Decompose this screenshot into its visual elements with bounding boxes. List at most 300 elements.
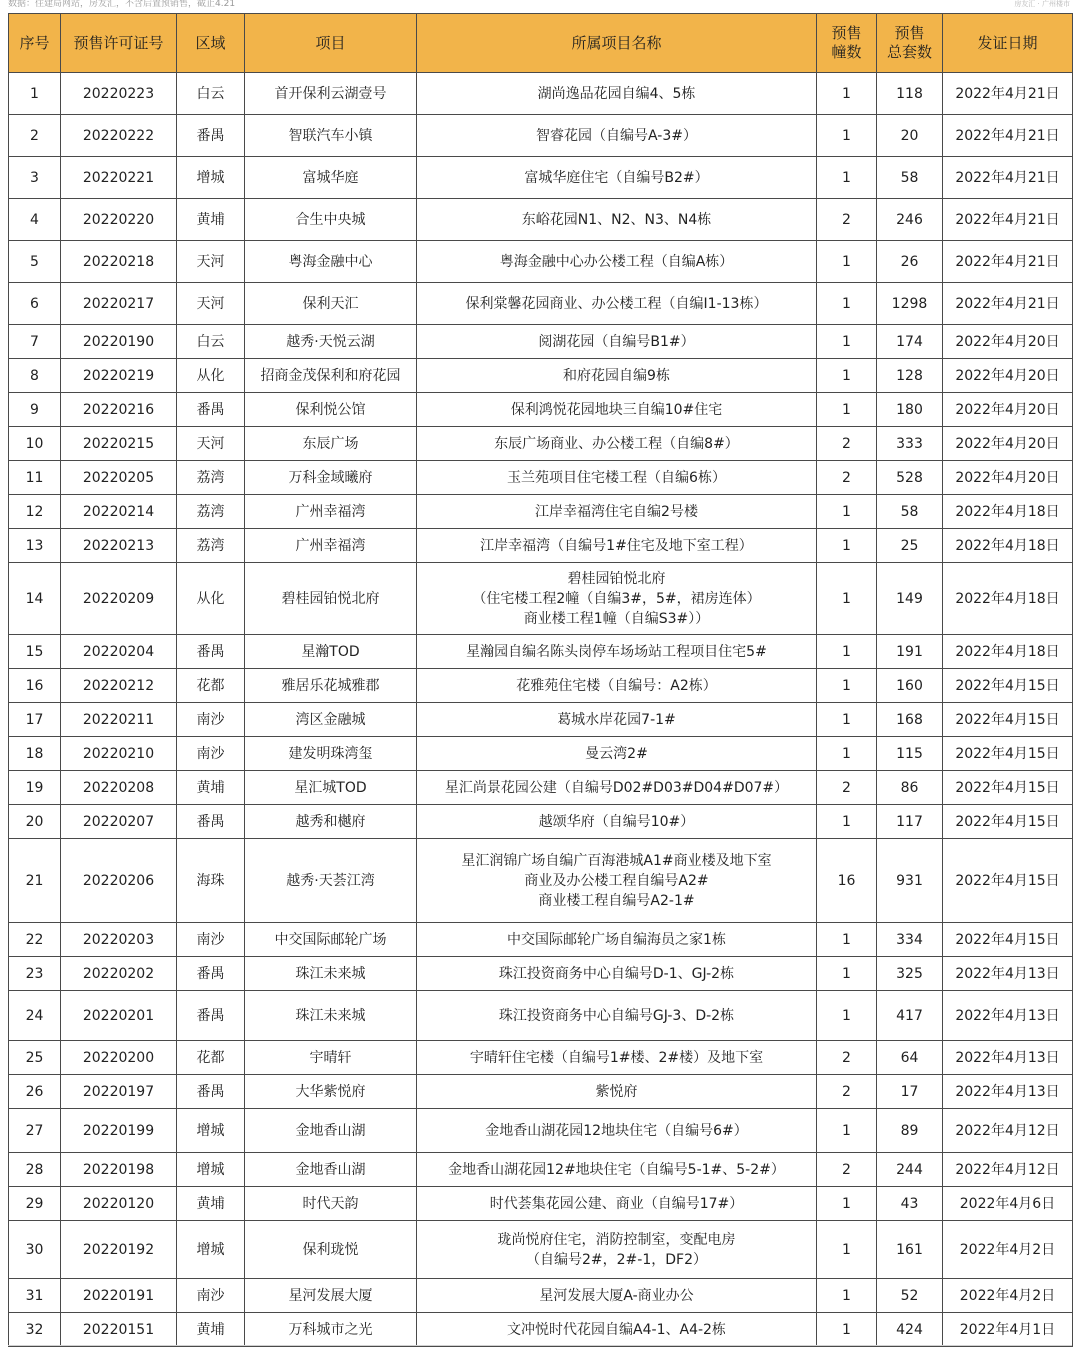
cell-permit-number: 20220205 <box>61 461 177 495</box>
cell-project-full-name: 星瀚园自编名陈头岗停车场场站工程项目住宅5# <box>417 635 817 669</box>
cell-presale-buildings: 1 <box>817 73 877 115</box>
cell-district: 花都 <box>177 669 245 703</box>
cell-row-number: 27 <box>9 1109 61 1153</box>
cell-permit-number: 20220221 <box>61 157 177 199</box>
cell-project-full-name: 越颂华府（自编号10#） <box>417 805 817 839</box>
cell-issue-date: 2022年4月15日 <box>943 703 1073 737</box>
cell-district: 黄埔 <box>177 199 245 241</box>
table-body <box>9 73 1073 1347</box>
cell-presale-buildings: 1 <box>817 325 877 359</box>
cell-project: 湾区金融城 <box>245 703 417 737</box>
cell-permit-number: 20220203 <box>61 923 177 957</box>
cell-project-full-name: 时代荟集花园公建、商业（自编号17#） <box>417 1187 817 1221</box>
cell-permit-number: 20220200 <box>61 1041 177 1075</box>
cell-presale-buildings: 1 <box>817 1279 877 1313</box>
cell-presale-buildings: 1 <box>817 1187 877 1221</box>
table-row <box>9 1221 1073 1279</box>
cell-presale-buildings: 1 <box>817 923 877 957</box>
presale-permit-table <box>8 13 1073 1347</box>
cell-district: 从化 <box>177 359 245 393</box>
cell-issue-date: 2022年4月13日 <box>943 957 1073 991</box>
table-row <box>9 957 1073 991</box>
cell-permit-number: 20220220 <box>61 199 177 241</box>
cell-project-full-name: 星河发展大厦A-商业办公 <box>417 1279 817 1313</box>
cell-project: 广州幸福湾 <box>245 495 417 529</box>
cell-project: 保利悦公馆 <box>245 393 417 427</box>
cell-project-full-name: 宇晴轩住宅楼（自编号1#楼、2#楼）及地下室 <box>417 1041 817 1075</box>
cell-district: 南沙 <box>177 923 245 957</box>
cell-row-number: 28 <box>9 1153 61 1187</box>
cell-presale-buildings: 1 <box>817 1313 877 1347</box>
cell-project-full-name: 碧桂园铂悦北府 （住宅楼工程2幢（自编3#，5#，裙房连体） 商业楼工程1幢（自编S3#）） <box>417 563 817 635</box>
cell-project-full-name: 玉兰苑项目住宅楼工程（自编6栋） <box>417 461 817 495</box>
cell-row-number: 11 <box>9 461 61 495</box>
cell-project: 时代天韵 <box>245 1187 417 1221</box>
cell-presale-buildings: 1 <box>817 495 877 529</box>
cell-presale-buildings: 1 <box>817 703 877 737</box>
cell-project: 越秀·天悦云湖 <box>245 325 417 359</box>
cell-issue-date: 2022年4月2日 <box>943 1279 1073 1313</box>
cell-presale-buildings: 1 <box>817 115 877 157</box>
table-row <box>9 991 1073 1041</box>
cell-project: 宇晴轩 <box>245 1041 417 1075</box>
cell-presale-units: 118 <box>877 73 943 115</box>
cell-presale-buildings: 1 <box>817 737 877 771</box>
cell-project: 东辰广场 <box>245 427 417 461</box>
cell-district: 海珠 <box>177 839 245 923</box>
cell-district: 白云 <box>177 325 245 359</box>
cell-issue-date: 2022年4月13日 <box>943 1041 1073 1075</box>
table-row <box>9 529 1073 563</box>
cell-district: 黄埔 <box>177 1187 245 1221</box>
cell-district: 番禺 <box>177 805 245 839</box>
cell-project-full-name: 珑尚悦府住宅，消防控制室，变配电房 （自编号2#，2#-1，DF2） <box>417 1221 817 1279</box>
cell-presale-buildings: 1 <box>817 1109 877 1153</box>
cell-permit-number: 20220217 <box>61 283 177 325</box>
cell-row-number: 18 <box>9 737 61 771</box>
cell-row-number: 23 <box>9 957 61 991</box>
cell-presale-units: 52 <box>877 1279 943 1313</box>
cell-district: 增城 <box>177 1153 245 1187</box>
cell-project-full-name: 湖尚逸品花园自编4、5栋 <box>417 73 817 115</box>
cell-presale-buildings: 2 <box>817 771 877 805</box>
cell-permit-number: 20220206 <box>61 839 177 923</box>
table-row <box>9 461 1073 495</box>
cell-project: 粤海金融中心 <box>245 241 417 283</box>
cell-permit-number: 20220204 <box>61 635 177 669</box>
cell-presale-units: 333 <box>877 427 943 461</box>
cell-presale-units: 115 <box>877 737 943 771</box>
cell-permit-number: 20220198 <box>61 1153 177 1187</box>
cell-district: 花都 <box>177 1041 245 1075</box>
cell-project: 珠江未来城 <box>245 991 417 1041</box>
cell-presale-units: 334 <box>877 923 943 957</box>
cell-district: 番禺 <box>177 115 245 157</box>
cell-row-number: 29 <box>9 1187 61 1221</box>
cell-issue-date: 2022年4月15日 <box>943 771 1073 805</box>
cell-project: 广州幸福湾 <box>245 529 417 563</box>
cell-district: 白云 <box>177 73 245 115</box>
cell-presale-buildings: 1 <box>817 157 877 199</box>
cell-project-full-name: 阅湖花园（自编号B1#） <box>417 325 817 359</box>
cell-row-number: 1 <box>9 73 61 115</box>
col-header-project-full-name: 所属项目名称 <box>417 14 817 73</box>
table-row <box>9 495 1073 529</box>
cell-project-full-name: 和府花园自编9栋 <box>417 359 817 393</box>
cell-issue-date: 2022年4月18日 <box>943 495 1073 529</box>
cell-row-number: 21 <box>9 839 61 923</box>
cell-permit-number: 20220209 <box>61 563 177 635</box>
cell-row-number: 16 <box>9 669 61 703</box>
cell-presale-units: 86 <box>877 771 943 805</box>
table-row <box>9 241 1073 283</box>
cell-district: 番禺 <box>177 957 245 991</box>
table-row <box>9 703 1073 737</box>
cell-project: 首开保利云湖壹号 <box>245 73 417 115</box>
cell-district: 从化 <box>177 563 245 635</box>
cell-permit-number: 20220219 <box>61 359 177 393</box>
table-row <box>9 283 1073 325</box>
cell-presale-units: 180 <box>877 393 943 427</box>
cell-issue-date: 2022年4月21日 <box>943 73 1073 115</box>
cell-project: 保利天汇 <box>245 283 417 325</box>
table-row <box>9 1109 1073 1153</box>
cell-project: 保利珑悦 <box>245 1221 417 1279</box>
cell-project-full-name: 智睿花园（自编号A-3#） <box>417 115 817 157</box>
cell-issue-date: 2022年4月13日 <box>943 1075 1073 1109</box>
cell-presale-buildings: 2 <box>817 1041 877 1075</box>
cell-project: 星汇城TOD <box>245 771 417 805</box>
cell-project: 越秀·天荟江湾 <box>245 839 417 923</box>
cell-issue-date: 2022年4月21日 <box>943 115 1073 157</box>
cell-presale-units: 149 <box>877 563 943 635</box>
cell-presale-units: 43 <box>877 1187 943 1221</box>
cell-issue-date: 2022年4月6日 <box>943 1187 1073 1221</box>
cell-permit-number: 20220213 <box>61 529 177 563</box>
cell-presale-units: 20 <box>877 115 943 157</box>
table-row <box>9 669 1073 703</box>
source-note: 数据：住建局网站，房友汇，不含后置预销售，截止4.21 <box>8 0 236 9</box>
table-row <box>9 771 1073 805</box>
cell-row-number: 24 <box>9 991 61 1041</box>
cell-presale-units: 424 <box>877 1313 943 1347</box>
cell-presale-units: 128 <box>877 359 943 393</box>
cell-row-number: 8 <box>9 359 61 393</box>
table-row <box>9 1153 1073 1187</box>
cell-project: 智联汽车小镇 <box>245 115 417 157</box>
col-header-permit-number: 预售许可证号 <box>61 14 177 73</box>
cell-row-number: 26 <box>9 1075 61 1109</box>
cell-row-number: 7 <box>9 325 61 359</box>
cell-row-number: 5 <box>9 241 61 283</box>
col-header-issue-date: 发证日期 <box>943 14 1073 73</box>
cell-project: 大华紫悦府 <box>245 1075 417 1109</box>
cell-project-full-name: 曼云湾2# <box>417 737 817 771</box>
table-row <box>9 157 1073 199</box>
cell-project-full-name: 江岸幸福湾住宅自编2号楼 <box>417 495 817 529</box>
cell-project: 越秀和樾府 <box>245 805 417 839</box>
cell-presale-buildings: 1 <box>817 635 877 669</box>
table-row <box>9 923 1073 957</box>
cell-permit-number: 20220191 <box>61 1279 177 1313</box>
cell-issue-date: 2022年4月15日 <box>943 923 1073 957</box>
cell-district: 荔湾 <box>177 495 245 529</box>
cell-district: 南沙 <box>177 737 245 771</box>
table-row <box>9 325 1073 359</box>
cell-permit-number: 20220223 <box>61 73 177 115</box>
cell-project-full-name: 星汇尚景花园公建（自编号D02#D03#D04#D07#） <box>417 771 817 805</box>
col-header-district: 区域 <box>177 14 245 73</box>
table-row <box>9 1075 1073 1109</box>
cell-row-number: 9 <box>9 393 61 427</box>
cell-district: 天河 <box>177 427 245 461</box>
table-row <box>9 73 1073 115</box>
table-header-row <box>9 14 1073 73</box>
cell-issue-date: 2022年4月15日 <box>943 805 1073 839</box>
cell-presale-buildings: 2 <box>817 199 877 241</box>
cell-permit-number: 20220190 <box>61 325 177 359</box>
cell-presale-units: 325 <box>877 957 943 991</box>
cell-presale-units: 174 <box>877 325 943 359</box>
cell-row-number: 6 <box>9 283 61 325</box>
cell-issue-date: 2022年4月13日 <box>943 991 1073 1041</box>
cell-issue-date: 2022年4月21日 <box>943 199 1073 241</box>
cell-project-full-name: 金地香山湖花园12地块住宅（自编号6#） <box>417 1109 817 1153</box>
cell-presale-buildings: 1 <box>817 805 877 839</box>
cell-presale-units: 17 <box>877 1075 943 1109</box>
watermark-note: 房友汇 · 广州楼市 <box>1014 0 1070 8</box>
cell-project: 建发明珠湾玺 <box>245 737 417 771</box>
cell-issue-date: 2022年4月20日 <box>943 427 1073 461</box>
table-row <box>9 427 1073 461</box>
cell-district: 番禺 <box>177 991 245 1041</box>
cell-project: 珠江未来城 <box>245 957 417 991</box>
cell-presale-units: 25 <box>877 529 943 563</box>
cell-issue-date: 2022年4月18日 <box>943 635 1073 669</box>
cell-presale-units: 26 <box>877 241 943 283</box>
cell-presale-buildings: 2 <box>817 461 877 495</box>
cell-presale-buildings: 1 <box>817 563 877 635</box>
table-row <box>9 737 1073 771</box>
cell-project: 星河发展大厦 <box>245 1279 417 1313</box>
cell-permit-number: 20220201 <box>61 991 177 1041</box>
cell-project-full-name: 葛城水岸花园7-1# <box>417 703 817 737</box>
table-row <box>9 839 1073 923</box>
cell-issue-date: 2022年4月12日 <box>943 1109 1073 1153</box>
cell-project-full-name: 星汇润锦广场自编广百海港城A1#商业楼及地下室 商业及办公楼工程自编号A2# 商业楼工程自编号A2-1# <box>417 839 817 923</box>
col-header-presale-buildings: 预售 幢数 <box>817 14 877 73</box>
cell-district: 番禺 <box>177 1075 245 1109</box>
cell-permit-number: 20220216 <box>61 393 177 427</box>
bottom-rule <box>8 1345 1072 1346</box>
cell-issue-date: 2022年4月20日 <box>943 393 1073 427</box>
cell-row-number: 20 <box>9 805 61 839</box>
cell-project-full-name: 文冲悦时代花园自编A4-1、A4-2栋 <box>417 1313 817 1347</box>
cell-presale-buildings: 1 <box>817 529 877 563</box>
cell-project: 合生中央城 <box>245 199 417 241</box>
cell-project-full-name: 金地香山湖花园12#地块住宅（自编号5-1#、5-2#） <box>417 1153 817 1187</box>
cell-presale-buildings: 1 <box>817 359 877 393</box>
table-row <box>9 1313 1073 1347</box>
cell-permit-number: 20220212 <box>61 669 177 703</box>
cell-permit-number: 20220208 <box>61 771 177 805</box>
cell-presale-units: 64 <box>877 1041 943 1075</box>
cell-permit-number: 20220211 <box>61 703 177 737</box>
cell-permit-number: 20220151 <box>61 1313 177 1347</box>
cell-district: 番禺 <box>177 393 245 427</box>
cell-project-full-name: 富城华庭住宅（自编号B2#） <box>417 157 817 199</box>
cell-row-number: 10 <box>9 427 61 461</box>
table-row <box>9 563 1073 635</box>
cell-presale-units: 117 <box>877 805 943 839</box>
cell-issue-date: 2022年4月15日 <box>943 669 1073 703</box>
cell-issue-date: 2022年4月15日 <box>943 839 1073 923</box>
cell-permit-number: 20220214 <box>61 495 177 529</box>
col-header-project: 项目 <box>245 14 417 73</box>
cell-project-full-name: 紫悦府 <box>417 1075 817 1109</box>
cell-issue-date: 2022年4月18日 <box>943 563 1073 635</box>
cell-permit-number: 20220192 <box>61 1221 177 1279</box>
cell-project-full-name: 粤海金融中心办公楼工程（自编A栋） <box>417 241 817 283</box>
cell-presale-units: 246 <box>877 199 943 241</box>
table-row <box>9 635 1073 669</box>
cell-issue-date: 2022年4月18日 <box>943 529 1073 563</box>
cell-presale-buildings: 1 <box>817 669 877 703</box>
cell-issue-date: 2022年4月20日 <box>943 325 1073 359</box>
cell-row-number: 22 <box>9 923 61 957</box>
cell-project: 碧桂园铂悦北府 <box>245 563 417 635</box>
cell-district: 荔湾 <box>177 461 245 495</box>
cell-permit-number: 20220222 <box>61 115 177 157</box>
cell-project: 雅居乐花城雅郡 <box>245 669 417 703</box>
cell-presale-buildings: 1 <box>817 991 877 1041</box>
cell-presale-units: 931 <box>877 839 943 923</box>
cell-presale-units: 89 <box>877 1109 943 1153</box>
cell-issue-date: 2022年4月20日 <box>943 461 1073 495</box>
cell-row-number: 32 <box>9 1313 61 1347</box>
table-row <box>9 115 1073 157</box>
table-row <box>9 1187 1073 1221</box>
cell-issue-date: 2022年4月12日 <box>943 1153 1073 1187</box>
cell-presale-units: 1298 <box>877 283 943 325</box>
cell-district: 荔湾 <box>177 529 245 563</box>
cell-district: 天河 <box>177 241 245 283</box>
cell-presale-buildings: 16 <box>817 839 877 923</box>
cell-district: 增城 <box>177 157 245 199</box>
cell-project-full-name: 江岸幸福湾（自编号1#住宅及地下室工程） <box>417 529 817 563</box>
cell-project: 富城华庭 <box>245 157 417 199</box>
cell-project-full-name: 中交国际邮轮广场自编海员之家1栋 <box>417 923 817 957</box>
cell-row-number: 2 <box>9 115 61 157</box>
cell-project-full-name: 珠江投资商务中心自编号D-1、GJ-2栋 <box>417 957 817 991</box>
cell-presale-units: 58 <box>877 157 943 199</box>
cell-presale-units: 58 <box>877 495 943 529</box>
cell-presale-buildings: 2 <box>817 427 877 461</box>
cell-permit-number: 20220199 <box>61 1109 177 1153</box>
cell-project-full-name: 花雅苑住宅楼（自编号：A2栋） <box>417 669 817 703</box>
cell-row-number: 14 <box>9 563 61 635</box>
cell-issue-date: 2022年4月1日 <box>943 1313 1073 1347</box>
cell-presale-units: 191 <box>877 635 943 669</box>
cell-permit-number: 20220197 <box>61 1075 177 1109</box>
cell-project-full-name: 东辰广场商业、办公楼工程（自编8#） <box>417 427 817 461</box>
table-row <box>9 359 1073 393</box>
cell-presale-units: 528 <box>877 461 943 495</box>
cell-presale-units: 161 <box>877 1221 943 1279</box>
cell-issue-date: 2022年4月15日 <box>943 737 1073 771</box>
cell-district: 黄埔 <box>177 1313 245 1347</box>
cell-district: 增城 <box>177 1221 245 1279</box>
cell-project: 招商金茂保利和府花园 <box>245 359 417 393</box>
cell-permit-number: 20220215 <box>61 427 177 461</box>
cell-permit-number: 20220218 <box>61 241 177 283</box>
cell-presale-buildings: 2 <box>817 1153 877 1187</box>
cell-district: 黄埔 <box>177 771 245 805</box>
cell-presale-buildings: 1 <box>817 283 877 325</box>
cell-presale-buildings: 1 <box>817 393 877 427</box>
cell-project: 金地香山湖 <box>245 1153 417 1187</box>
cell-row-number: 25 <box>9 1041 61 1075</box>
cell-district: 南沙 <box>177 1279 245 1313</box>
cell-row-number: 3 <box>9 157 61 199</box>
cell-row-number: 19 <box>9 771 61 805</box>
cell-presale-units: 244 <box>877 1153 943 1187</box>
cell-issue-date: 2022年4月21日 <box>943 157 1073 199</box>
cell-row-number: 17 <box>9 703 61 737</box>
table-row <box>9 393 1073 427</box>
cell-project-full-name: 珠江投资商务中心自编号GJ-3、D-2栋 <box>417 991 817 1041</box>
cell-permit-number: 20220202 <box>61 957 177 991</box>
cell-presale-units: 168 <box>877 703 943 737</box>
table-row <box>9 1041 1073 1075</box>
table-row <box>9 1279 1073 1313</box>
cell-project: 中交国际邮轮广场 <box>245 923 417 957</box>
cell-permit-number: 20220210 <box>61 737 177 771</box>
cell-project: 万科金域曦府 <box>245 461 417 495</box>
cell-project-full-name: 东峪花园N1、N2、N3、N4栋 <box>417 199 817 241</box>
cell-district: 南沙 <box>177 703 245 737</box>
cell-row-number: 15 <box>9 635 61 669</box>
cell-project: 金地香山湖 <box>245 1109 417 1153</box>
cell-presale-buildings: 1 <box>817 957 877 991</box>
table-row <box>9 805 1073 839</box>
cell-project-full-name: 保利鸿悦花园地块三自编10#住宅 <box>417 393 817 427</box>
cell-row-number: 13 <box>9 529 61 563</box>
cell-issue-date: 2022年4月21日 <box>943 283 1073 325</box>
cell-issue-date: 2022年4月2日 <box>943 1221 1073 1279</box>
cell-row-number: 4 <box>9 199 61 241</box>
cell-project: 星瀚TOD <box>245 635 417 669</box>
cell-district: 增城 <box>177 1109 245 1153</box>
cell-permit-number: 20220120 <box>61 1187 177 1221</box>
cell-row-number: 30 <box>9 1221 61 1279</box>
cell-project-full-name: 保利棠馨花园商业、办公楼工程（自编I1-13栋） <box>417 283 817 325</box>
cell-issue-date: 2022年4月21日 <box>943 241 1073 283</box>
cell-presale-units: 417 <box>877 991 943 1041</box>
col-header-presale-units: 预售 总套数 <box>877 14 943 73</box>
cell-presale-buildings: 2 <box>817 1075 877 1109</box>
cell-row-number: 12 <box>9 495 61 529</box>
cell-project: 万科城市之光 <box>245 1313 417 1347</box>
cell-presale-buildings: 1 <box>817 1221 877 1279</box>
cell-district: 天河 <box>177 283 245 325</box>
cell-issue-date: 2022年4月20日 <box>943 359 1073 393</box>
table-row <box>9 199 1073 241</box>
cell-district: 番禺 <box>177 635 245 669</box>
col-header-row-number: 序号 <box>9 14 61 73</box>
cell-presale-buildings: 1 <box>817 241 877 283</box>
cell-permit-number: 20220207 <box>61 805 177 839</box>
